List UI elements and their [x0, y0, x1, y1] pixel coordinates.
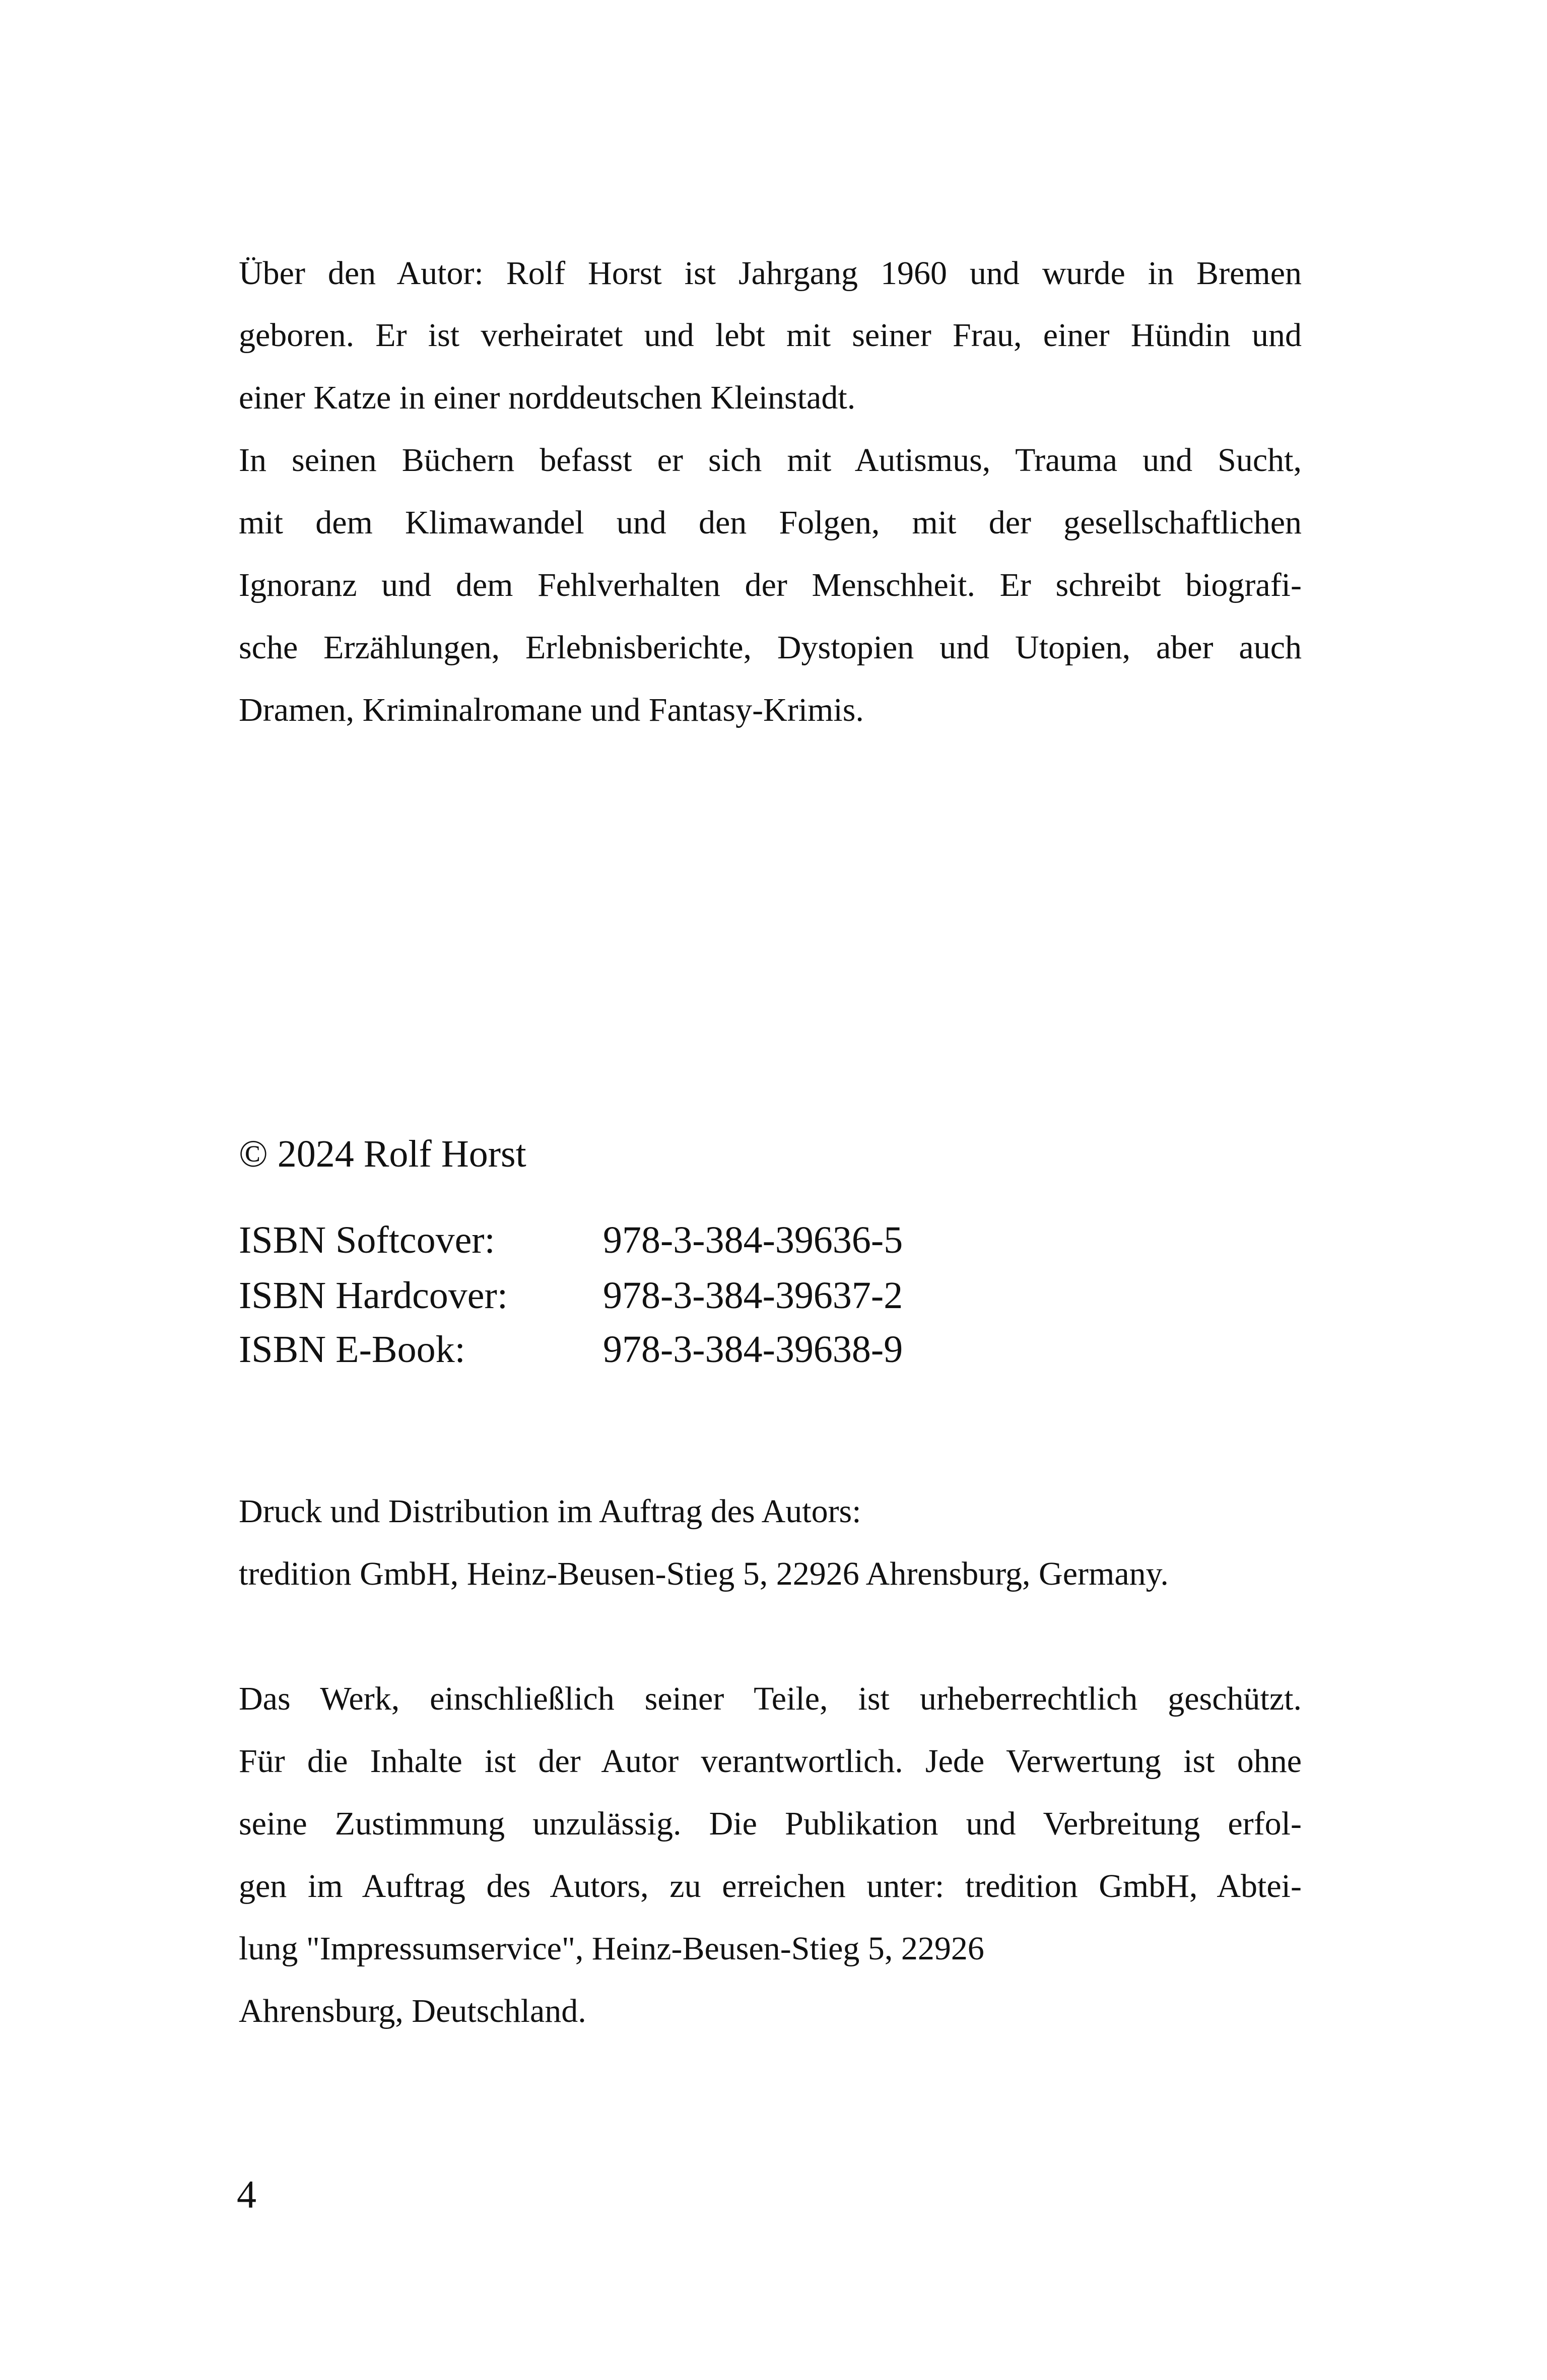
author-bio-line: einer Katze in einer norddeutschen Kleinstadt.	[239, 379, 856, 416]
author-bio-line: In seinen Büchern befasst er sich mit Autismus, Trauma und Sucht,	[239, 442, 1302, 479]
author-bio-line: sche Erzählungen, Erlebnisberichte, Dystopien und Utopien, aber auch	[239, 629, 1302, 666]
legal-notice-line: Das Werk, einschließlich seiner Teile, ist urheberrechtlich geschützt.	[239, 1680, 1302, 1717]
author-bio-line: Ignoranz und dem Fehlverhalten der Menschheit. Er schreibt biografi-	[239, 567, 1302, 603]
isbn-value: 978-3-384-39636-5	[603, 1219, 903, 1261]
isbn-value: 978-3-384-39638-9	[603, 1328, 903, 1371]
copyright-line: © 2024 Rolf Horst	[239, 1133, 526, 1175]
isbn-value: 978-3-384-39637-2	[603, 1274, 903, 1317]
distribution-line: tredition GmbH, Heinz-Beusen-Stieg 5, 22926 Ahrensburg, Germany.	[239, 1555, 1169, 1592]
author-bio-line: mit dem Klimawandel und den Folgen, mit der gesellschaftlichen	[239, 504, 1302, 541]
author-bio-line: Dramen, Kriminalromane und Fantasy-Krimis.	[239, 692, 864, 728]
isbn-label: ISBN Hardcover:	[239, 1274, 508, 1317]
isbn-label: ISBN E-Book:	[239, 1328, 465, 1371]
author-bio-line: Über den Autor: Rolf Horst ist Jahrgang 1960 und wurde in Bremen	[239, 255, 1302, 292]
legal-notice-line: gen im Auftrag des Autors, zu erreichen unter: tredition GmbH, Abtei-	[239, 1868, 1302, 1905]
legal-notice-line: Für die Inhalte ist der Autor verantwortlich. Jede Verwertung ist ohne	[239, 1743, 1302, 1780]
distribution-line: Druck und Distribution im Auftrag des Autors:	[239, 1493, 861, 1530]
legal-notice-line: seine Zustimmung unzulässig. Die Publikation und Verbreitung erfol-	[239, 1805, 1302, 1842]
legal-notice-line: lung "Impressumservice", Heinz-Beusen-Stieg 5, 22926	[239, 1930, 984, 1967]
legal-notice-line: Ahrensburg, Deutschland.	[239, 1993, 586, 2029]
isbn-label: ISBN Softcover:	[239, 1219, 495, 1261]
page-number: 4	[237, 2172, 256, 2216]
author-bio-line: geboren. Er ist verheiratet und lebt mit seiner Frau, einer Hündin und	[239, 317, 1302, 354]
